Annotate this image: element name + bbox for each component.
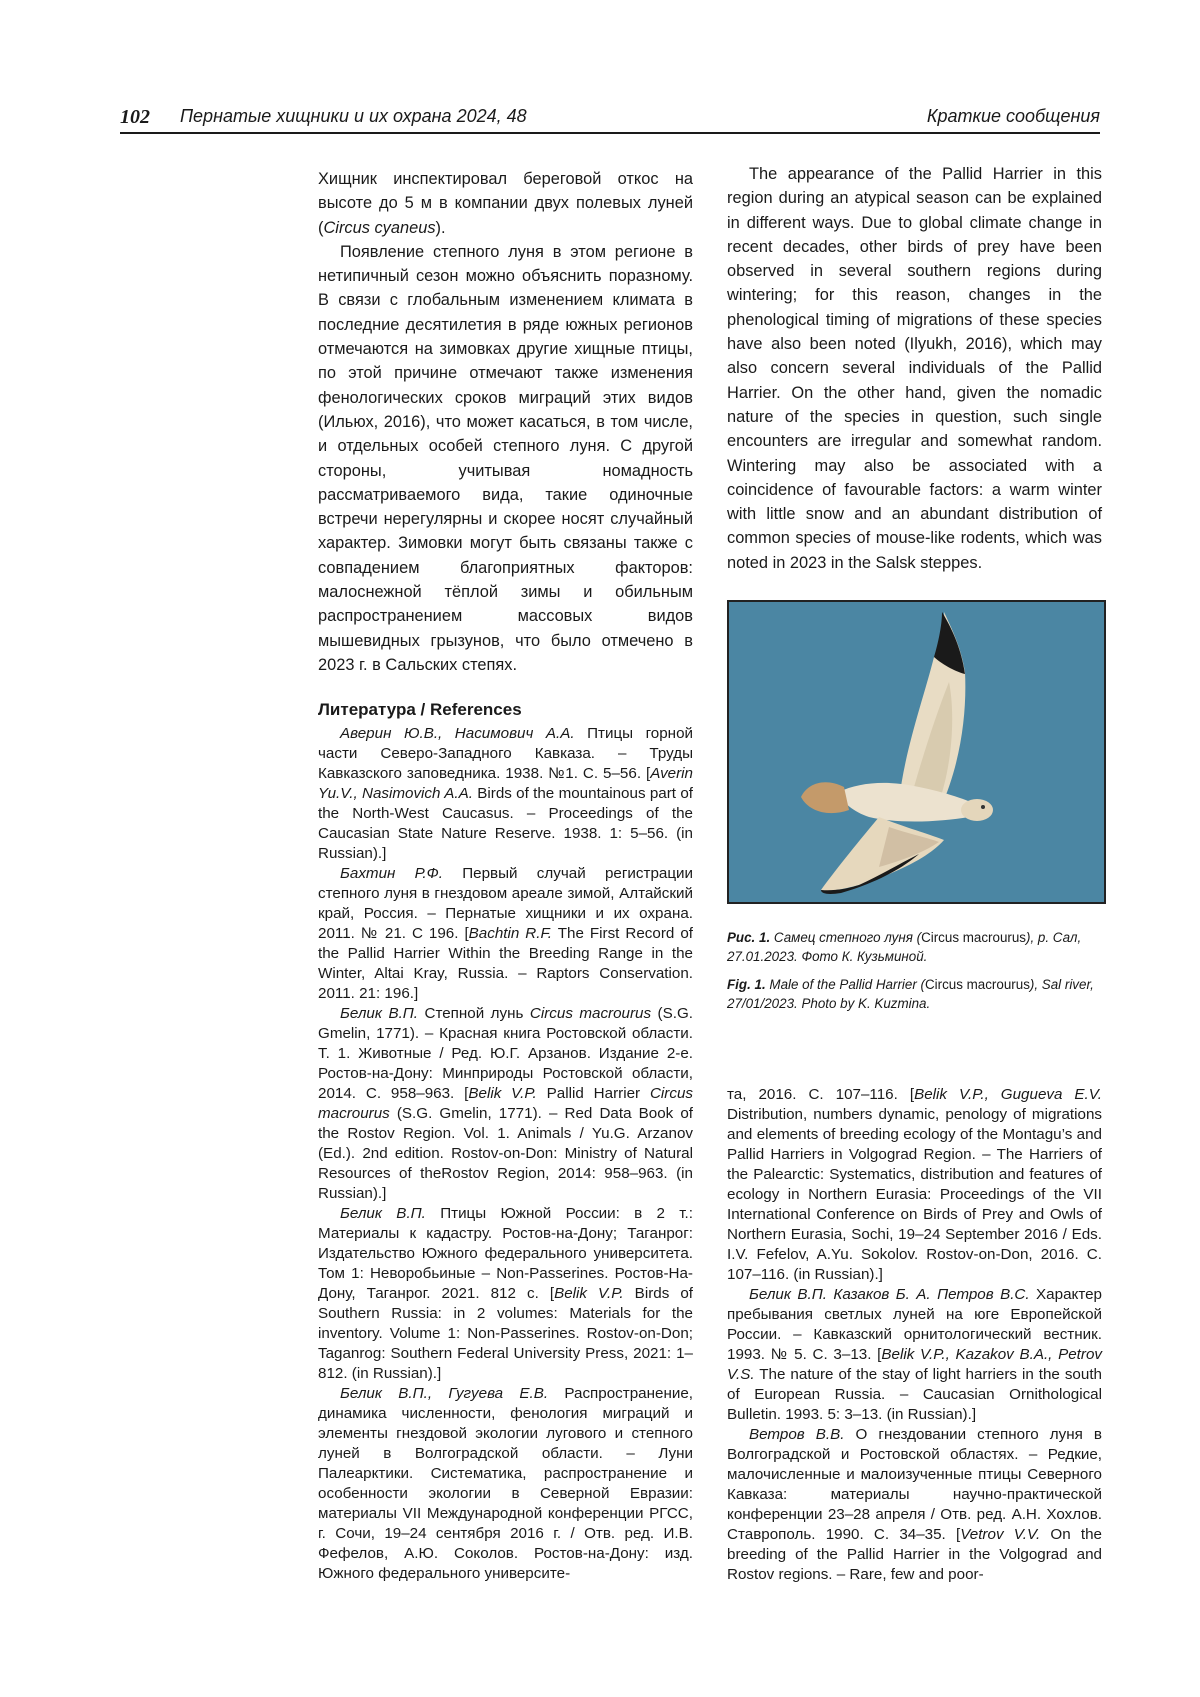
- ref-author: Белик В.П.: [340, 1005, 419, 1022]
- ref-text: Степной лунь: [418, 1005, 530, 1022]
- text-span: Хищник инспектировал береговой откос на высоте до 5 м в компании двух полевых луней (: [318, 170, 693, 237]
- ref-author: Bachtin R.F.: [468, 925, 553, 942]
- section-title: Краткие сообщения: [926, 106, 1100, 126]
- ref-author: Белик В.П., Гугуева Е.В.: [340, 1385, 549, 1402]
- ref-author: Belik V.P., Gugueva E.V.: [914, 1086, 1102, 1103]
- eye: [981, 805, 985, 809]
- species-name: Circus macrourus: [921, 930, 1026, 945]
- text-span: ).: [435, 218, 446, 237]
- ref-text: Pallid Harrier: [536, 1085, 650, 1102]
- russian-body-text: [318, 167, 693, 677]
- text-span: Самец степного луня (: [770, 930, 922, 945]
- ref-text: (S.G. Gmelin, 1771). – Красная книга Ростовской области. Т. 1. Животные / Ред. Ю.Г. Арзанов. Издание 2-е. Ростов-на-Дону: Минприроды Ростовской области, 2014. С. 958–963. [: [318, 1005, 693, 1102]
- ref-text: Птицы горной части Северо-Западного Кавказа. – Труды Кавказского заповедника. 1938. №1. С. 5–56. [: [318, 725, 693, 782]
- ref-author: Belik V.P.: [554, 1285, 624, 1302]
- caption-english: [727, 975, 1102, 1013]
- ref-text: та, 2016. С. 107–116. [: [727, 1086, 915, 1103]
- ref-text: Характер пребывания светлых луней на юге Европейской России. – Кавказский орнитологический вестник. 1993. № 5. С. 3–13. [: [727, 1286, 1103, 1363]
- ref-text: Distribution, numbers dynamic, penology of migrations and elements of breeding ecology of the Montagu’s and Pallid Harriers in Volgograd Region. – The Harriers of the Palearctic: Systematics, distribution and features of ecology in Northern Eurasia: Proceedings of the VII International Conference on Birds of Prey and Owls of Northern Eurasia, Sochi, 19–24 September 2016 / Eds. I.V. Fefelov, A.Yu. Sokolov. Rostov-on-Don, 2016. C. 107–116. (in Russian).]: [727, 1106, 1102, 1283]
- paragraph: [318, 167, 693, 240]
- ref-text: On the breeding of the Pallid Harrier in the Volgograd and Rostov regions. – Rare, few and poor-: [727, 1526, 1102, 1583]
- paragraph: Появление степного луня в этом регионе в нетипичный сезон можно объяснить поразному. В связи с глобальным изменением климата в последние десятилетия в ряде южных регионов отмечаются на зимовках другие хищные птицы, по этой причине отмечают также изменения фенологических сроков миграций этих видов (Ильюх, 2016), что может касаться, в том числе, и отдельных особей степного луня. С другой стороны, учитывая номадность рассматриваемого вида, такие одиночные встречи нерегулярны и скорее носят случайный характер. Зимовки могут быть связаны также с совпадением благоприятных факторов: малоснежной тёплой зимы и обильным распространением массовых видов мышевидных грызунов, что было отмечено в 2023 г. в Сальских степях.: [318, 242, 693, 674]
- ref-author: Аверин Ю.В., Насимович А.А.: [340, 725, 575, 742]
- reference-entry: [318, 1204, 693, 1384]
- ref-text: The nature of the stay of light harriers in the south of European Russia. – Caucasian Ornithological Bulletin. 1993. 5: 3–13. (in Russian).]: [727, 1366, 1102, 1423]
- caption-label: Fig. 1.: [727, 977, 766, 992]
- running-header: [120, 106, 1100, 134]
- ref-text: Birds of the mountainous part of the North-West Caucasus. – Proceedings of the Caucasian State Nature Reserve. 1938. 1: 5–56. (in Russian).]: [318, 785, 693, 862]
- species-name: Circus macrourus: [318, 1085, 693, 1122]
- species-name: Circus cyaneus: [323, 218, 436, 237]
- page-number: 102: [120, 106, 150, 128]
- reference-entry: [727, 1085, 1102, 1285]
- ref-author: Belik V.P., Kazakov B.A., Petrov V.S.: [727, 1346, 1102, 1383]
- ref-author: Belik V.P.: [468, 1085, 537, 1102]
- ref-author: Белик В.П.: [340, 1205, 426, 1222]
- ref-text: Птицы Южной России: в 2 т.: Материалы к кадастру. Ростов-на-Дону; Таганрог: Издательство Южного федерального университета. Том 1: Неворобьиные – Non-Passerines. Ростов-На-Дону, Таганрог. 2021. 812 с. [: [318, 1205, 693, 1302]
- ref-text: О гнездовании степного луня в Волгоградской и Ростовской областях. – Редкие, малочисленные и малоизученные птицы Северного Кавказа: материалы научно-практической конференции 23–28 апреля / Отв. ред. А.Н. Хохлов. Ставрополь. 1990. С. 34–35. [: [727, 1426, 1102, 1543]
- ref-text: The First Record of the Pallid Harrier Within the Breeding Range in the Winter, Altai Kray, Russia. – Raptors Conservation. 2011. 21: 196.]: [318, 925, 693, 1002]
- caption-russian: [727, 928, 1102, 966]
- ref-author: Vetrov V.V.: [960, 1526, 1041, 1543]
- reference-entry: [727, 1425, 1102, 1585]
- species-name: Circus macrourus: [529, 1005, 652, 1022]
- reference-entry: [727, 1285, 1102, 1425]
- ref-author: Ветров В.В.: [749, 1426, 845, 1443]
- references-right: [727, 1085, 1102, 1585]
- paragraph: The appearance of the Pallid Harrier in this region during an atypical season can be explained in different ways. Due to global climate change in recent decades, other birds of prey have been observed in several southern regions during wintering; for this reason, changes in the phenological timing of migrations of these species have also been noted (Ilyukh, 2016), which may also concern several individuals of the Pallid Harrier. On the other hand, given the nomadic nature of the species in question, such single encounters are irregular and somewhat random. Wintering may also be associated with a coincidence of favourable factors: a warm winter with little snow and an abundant distribution of common species of mouse-like rodents, which was noted in 2023 in the Salsk steppes.: [727, 165, 1102, 572]
- ref-author: Белик В.П. Казаков Б. А. Петров В.С.: [749, 1286, 1030, 1303]
- reference-entry: [318, 864, 693, 1004]
- ref-text: (S.G. Gmelin, 1771). – Red Data Book of the Rostov Region. Vol. 1. Animals / Yu.G. Arzanov (Ed.). 2nd edition. Rostov-on-Don: Ministry of Natural Resources of theRostov Region, 2014: 958–963. (in Russian).]: [318, 1105, 693, 1202]
- ref-text: Первый случай регистрации степного луня в гнездовом ареале зимой, Алтайский край, Россия. – Пернатые хищники и их охрана. 2011. № 21. С 196. [: [318, 865, 694, 942]
- journal-title: Пернатые хищники и их охрана 2024, 48: [180, 106, 527, 126]
- flying-harrier-illustration: [729, 602, 1104, 902]
- harrier-photo: [727, 600, 1106, 904]
- text-span: Male of the Pallid Harrier (: [765, 977, 925, 992]
- text-span: ), Sal river, 27/01/2023. Photo by K. Kuzmina.: [727, 977, 1094, 1011]
- references-left: [318, 724, 693, 1584]
- ref-author: Бахтин Р.Ф.: [340, 865, 443, 882]
- reference-entry: [318, 1384, 693, 1584]
- species-name: Circus macrourus: [924, 977, 1030, 992]
- english-body-text: [727, 162, 1102, 575]
- references-heading: Литература / References: [318, 700, 522, 719]
- reference-entry: [318, 724, 693, 864]
- head: [961, 799, 993, 821]
- caption-label: Рис. 1.: [727, 930, 771, 945]
- reference-entry: [318, 1004, 693, 1204]
- text-span: ), р. Сал, 27.01.2023. Фото К. Кузьминой.: [727, 930, 1082, 964]
- ref-text: Распространение, динамика численности, фенология миграций и элементы гнездовой экологии лугового и степного луней в Волгоградской области. – Луни Палеарктики. Систематика, распространение и особенности экологии в Северной Евразии: материалы VII Международной конференции РГСС, г. Сочи, 19–24 сентября 2016 г. / Отв. ред. И.В. Фефелов, А.Ю. Соколов. Ростов-на-Дону: изд. Южного федерального университе-: [318, 1385, 693, 1582]
- ref-text: Birds of Southern Russia: in 2 volumes: Materials for the inventory. Volume 1: Non-Passerines. Rostov-on-Don; Taganrog: Southern Federal University Press, 2021: 1–812. (in Russian).]: [318, 1285, 693, 1382]
- ref-author: Averin Yu.V., Nasimovich A.A.: [318, 765, 693, 802]
